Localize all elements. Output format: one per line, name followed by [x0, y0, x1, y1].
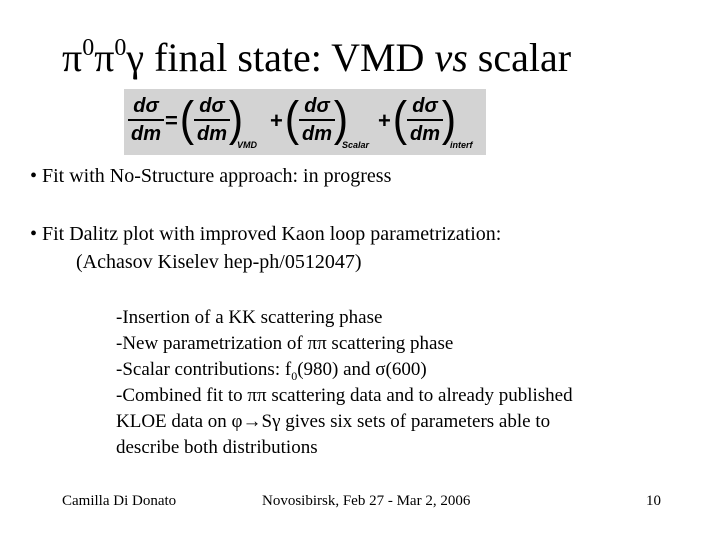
lhs-numerator: dσ: [133, 95, 159, 117]
footer-author: Camilla Di Donato: [62, 493, 177, 509]
footer-page-number: 10: [646, 493, 661, 509]
scalar-subscript: Scalar: [342, 140, 370, 150]
vmd-fraction-bar: [194, 119, 230, 121]
f0-subscript: 0: [291, 368, 298, 383]
title-tail: scalar: [467, 35, 572, 80]
vmd-fraction: [194, 95, 230, 145]
detail-combined-fit: -Combined fit to ππ scattering data and to already published: [116, 385, 573, 406]
slide-title: [62, 30, 571, 86]
scalar-numerator: dσ: [304, 95, 330, 117]
interf-open-paren: (: [392, 93, 408, 146]
lhs-fraction-bar: [128, 119, 164, 121]
equals-sign: =: [165, 108, 178, 133]
scalar-fraction-bar: [299, 119, 335, 121]
bullet-dalitz-fit: • Fit Dalitz plot with improved Kaon loop parametrization:: [30, 223, 502, 245]
interf-subscript: interf: [450, 140, 473, 150]
scalar-open-paren: (: [284, 93, 300, 146]
bullet-dalitz-reference: (Achasov Kiselev hep-ph/0512047): [76, 251, 362, 273]
bullet-no-structure: • Fit with No-Structure approach: in progress: [30, 165, 392, 187]
interf-close-paren: ): [441, 93, 457, 146]
formula-lhs-fraction: [128, 95, 164, 145]
detail-kloe-data: KLOE data on φ→Sγ gives six sets of parameters able to: [116, 411, 551, 432]
footer-event: Novosibirsk, Feb 27 - Mar 2, 2006: [262, 493, 471, 509]
title-zero-2: 0: [114, 34, 127, 61]
interf-denominator: dm: [410, 123, 440, 145]
title-vs: vs: [434, 35, 468, 80]
scalar-denominator: dm: [302, 123, 332, 145]
detail-pipi-phase: -New parametrization of ππ scattering phase: [116, 333, 454, 354]
vmd-denominator: dm: [197, 123, 227, 145]
plus-sign-1: +: [270, 108, 283, 133]
plus-sign-2: +: [378, 108, 391, 133]
scalar-contrib-text: -Scalar contributions: f: [116, 359, 292, 380]
title-gamma: γ: [126, 35, 145, 80]
title-pi-1: π: [62, 35, 83, 80]
vmd-subscript: VMD: [237, 140, 257, 150]
title-main-text: final state: VMD: [144, 35, 435, 80]
detail-distributions: describe both distributions: [116, 437, 318, 458]
formula-box: [124, 89, 486, 155]
title-pi-2: π: [94, 35, 115, 80]
scalar-contrib-rest: (980) and σ(600): [297, 359, 427, 380]
details-list: [116, 305, 573, 461]
vmd-numerator: dσ: [199, 95, 225, 117]
lhs-denominator: dm: [131, 123, 161, 145]
scalar-close-paren: ): [333, 93, 349, 146]
interf-fraction-bar: [407, 119, 443, 121]
interf-numerator: dσ: [412, 95, 438, 117]
vmd-open-paren: (: [179, 93, 195, 146]
detail-kk-phase: -Insertion of a KK scattering phase: [116, 307, 383, 328]
vmd-close-paren: ): [228, 93, 244, 146]
detail-scalar-contributions: [116, 357, 573, 383]
title-zero-1: 0: [82, 34, 95, 61]
scalar-fraction: [299, 95, 335, 145]
interf-fraction: [407, 95, 443, 145]
